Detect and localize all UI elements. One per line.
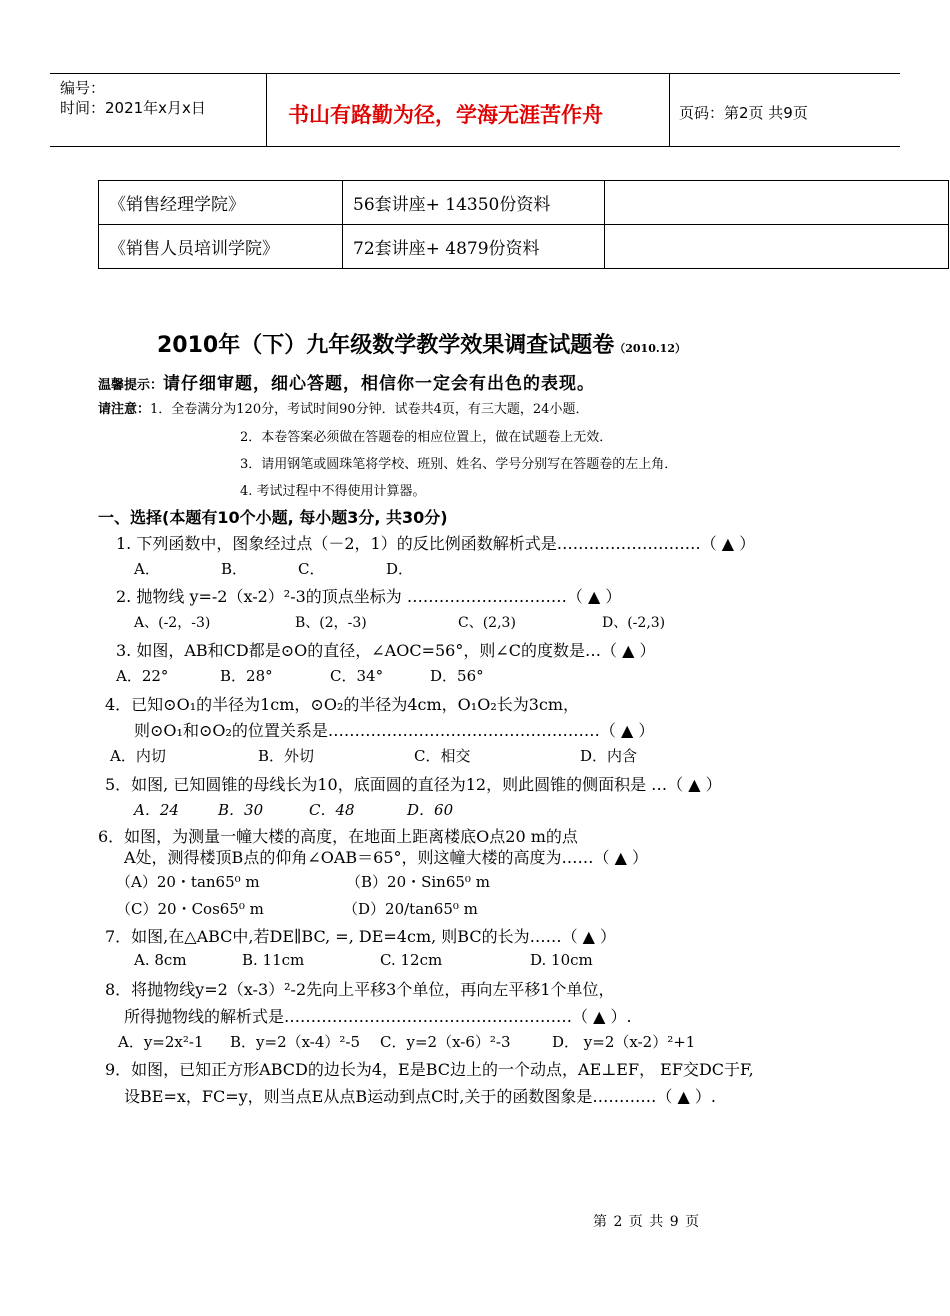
- q8-option-b: B．y=2（x-4）²-5: [230, 1033, 361, 1051]
- question-8: 8．将抛物线y=2（x-3）²-2先向上平移3个单位，再向左平移1个单位，: [105, 980, 615, 999]
- q7-option-a: A. 8cm: [134, 951, 187, 969]
- table-cell: 72套讲座+ 4879份资料: [343, 225, 605, 269]
- q8-option-d: D． y=2（x-2）²+1: [552, 1033, 696, 1051]
- header-bottom-rule: [50, 146, 900, 147]
- notice-item: 3．请用钢笔或圆珠笔将学校、班别、姓名、学号分别写在答题卷的左上角．: [240, 457, 678, 472]
- q2-option-a: A、(-2，-3): [134, 615, 211, 631]
- q3-option-a: A．22°: [116, 667, 169, 685]
- question-8-cont: 所得抛物线的解析式是………………………………………………（ ▲ ）.: [124, 1007, 632, 1026]
- notice-line: [98, 398, 588, 417]
- exam-title-date: （2010.12）: [614, 342, 686, 355]
- question-3: 3. 如图，AB和CD都是⊙O的直径，∠AOC=56°，则∠C的度数是…（ ▲ ）: [116, 641, 656, 660]
- notice-item: 2．本卷答案必须做在答题卷的相应位置上，做在试题卷上无效．: [240, 430, 613, 445]
- q2-option-d: D、(-2,3): [602, 615, 666, 631]
- doc-number-label: 编号：: [60, 79, 106, 97]
- table-cell: 《销售经理学院》: [99, 181, 343, 225]
- question-2: 2. 抛物线 y=-2（x-2）²-3的顶点坐标为 …………………………（ ▲ ）: [116, 587, 622, 606]
- question-6-cont: A处，测得楼顶B点的仰角∠OAB＝65°，则这幢大楼的高度为……（ ▲ ）: [124, 848, 648, 867]
- tip-label: 温馨提示：: [98, 378, 164, 393]
- question-1: 1. 下列函数中，图象经过点（－2，1）的反比例函数解析式是………………………（ ▲ ）: [116, 534, 756, 553]
- question-9-cont: 设BE=x，FC=y，则当点E从点B运动到点C时,关于的函数图象是…………（ ▲ ）.: [124, 1087, 716, 1106]
- q1-option-c: C．: [298, 560, 325, 578]
- q4-option-c: C．相交: [414, 747, 471, 765]
- q4-option-a: A．内切: [110, 747, 166, 765]
- q4-option-d: D．内含: [580, 747, 638, 765]
- question-5: 5．如图, 已知圆锥的母线长为10，底面圆的直径为12，则此圆锥的侧面积是 …（ ▲ ）: [105, 775, 722, 794]
- header-top-rule: [50, 73, 900, 74]
- question-4: 4．已知⊙O₁的半径为1cm，⊙O₂的半径为4cm，O₁O₂长为3cm，: [105, 695, 580, 714]
- doc-time-label: 时间：2021年x月x日: [60, 99, 206, 117]
- notice-label: 请注意：: [98, 402, 151, 417]
- question-9: 9．如图，已知正方形ABCD的边长为4，E是BC边上的一个动点，AE⊥EF， EF交DC于F,: [105, 1060, 754, 1079]
- tip-text: 请仔细审题，细心答题，相信你一定会有出色的表现。: [163, 374, 596, 394]
- page-info: 页码：第2页 共9页: [679, 104, 808, 122]
- table-row: [99, 225, 949, 269]
- q1-option-b: B．: [221, 560, 248, 578]
- q3-option-b: B．28°: [220, 667, 273, 685]
- exam-title-text: 2010年（下）九年级数学教学效果调查试题卷: [157, 333, 615, 358]
- table-row: [99, 181, 949, 225]
- resource-table: [98, 180, 949, 269]
- q6-option-a: （A）20・tan65⁰ m: [116, 873, 260, 891]
- q5-option-a: A．24: [134, 801, 179, 819]
- notice-item: 4. 考试过程中不得使用计算器。: [240, 484, 426, 499]
- q5-option-d: D．60: [407, 801, 454, 819]
- table-cell: [605, 225, 949, 269]
- page-footer: 第 2 页 共 9 页: [593, 1214, 701, 1230]
- q2-option-c: C、(2,3): [458, 615, 516, 631]
- exam-title: [157, 328, 686, 359]
- section-heading: 一、选择(本题有10个小题, 每小题3分, 共30分): [98, 508, 448, 527]
- q7-option-c: C. 12cm: [380, 951, 443, 969]
- q1-option-a: A．: [134, 560, 160, 578]
- q5-option-c: C．48: [309, 801, 355, 819]
- q3-option-c: C．34°: [330, 667, 384, 685]
- table-cell: 56套讲座+ 14350份资料: [343, 181, 605, 225]
- q6-option-b: （B）20・Sin65⁰ m: [346, 873, 490, 891]
- table-cell: [605, 181, 949, 225]
- q7-option-d: D. 10cm: [530, 951, 593, 969]
- header-motto: 书山有路勤为径，学海无涯苦作舟: [288, 103, 603, 127]
- q7-option-b: B. 11cm: [242, 951, 305, 969]
- q3-option-d: D．56°: [430, 667, 484, 685]
- q4-option-b: B．外切: [258, 747, 315, 765]
- header-divider: [266, 73, 267, 146]
- question-7: 7．如图,在△ABC中,若DE∥BC, =, DE=4cm, 则BC的长为……（ ▲ ）: [105, 927, 617, 946]
- question-4-cont: 则⊙O₁和⊙O₂的位置关系是……………………………………………（ ▲ ）: [134, 721, 655, 740]
- q8-option-c: C．y=2（x-6）²-3: [380, 1033, 511, 1051]
- q1-option-d: D．: [386, 560, 414, 578]
- table-cell: 《销售人员培训学院》: [99, 225, 343, 269]
- q6-option-c: （C）20・Cos65⁰ m: [116, 900, 264, 918]
- q8-option-a: A．y=2x²-1: [118, 1033, 204, 1051]
- q5-option-b: B．30: [218, 801, 264, 819]
- question-6: 6．如图，为测量一幢大楼的高度，在地面上距离楼底O点20 m的点: [98, 827, 578, 846]
- header-divider: [669, 73, 670, 146]
- notice-item: 1．全卷满分为120分，考试时间90分钟．试卷共4页，有三大题，24小题．: [150, 402, 589, 417]
- q6-option-d: （D）20/tan65⁰ m: [343, 900, 478, 918]
- tip-line: [98, 369, 595, 394]
- q2-option-b: B、(2，-3): [295, 615, 367, 631]
